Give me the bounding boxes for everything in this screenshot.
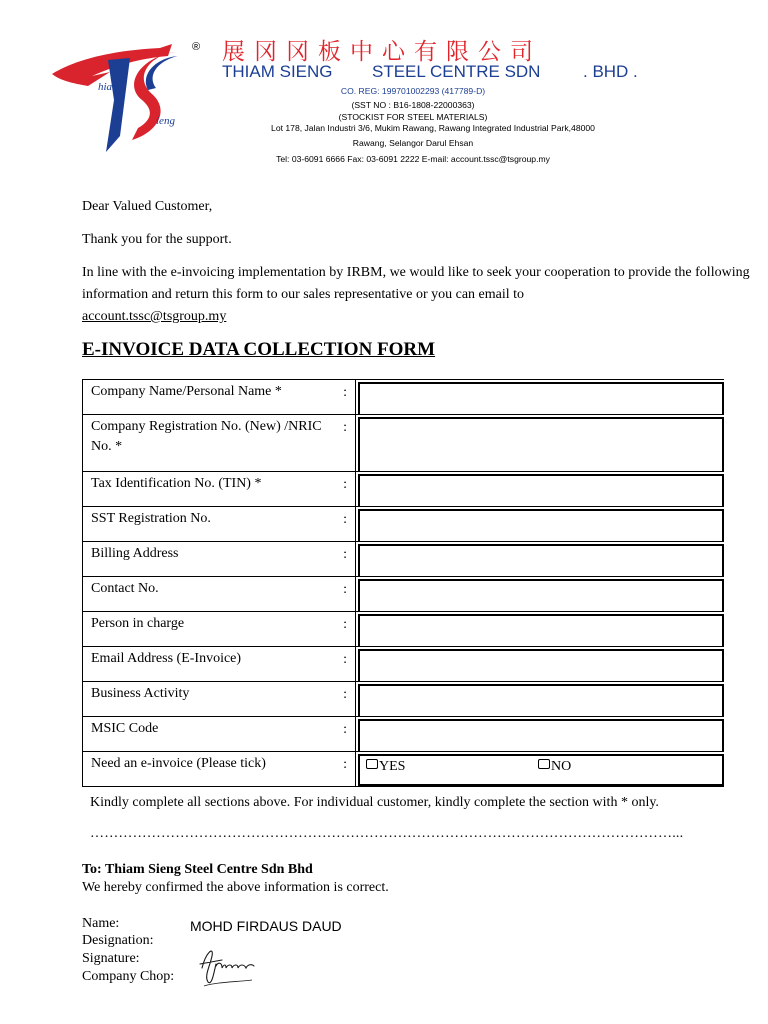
einvoice-form-table [82, 379, 724, 787]
sst-number: (SST NO : B16-1808-22000363) [351, 100, 475, 110]
greeting: Dear Valued Customer, [82, 199, 213, 214]
signature-label: Signature: [82, 951, 140, 966]
yes-option[interactable] [366, 759, 405, 775]
form-row-company-name [82, 379, 724, 415]
field-label-email [82, 647, 356, 681]
address-line-2: Rawang, Selangor Darul Ehsan [352, 138, 474, 148]
form-row-need-einvoice [82, 752, 724, 787]
field-label-msic-code [82, 717, 356, 751]
no-option[interactable] [538, 759, 571, 775]
logo-text-hiam: hiam [98, 81, 120, 93]
msic-code-input[interactable] [358, 719, 724, 751]
field-colon: : [343, 477, 347, 492]
yes-checkbox[interactable] [366, 759, 378, 769]
name-label: Name: [82, 916, 120, 931]
field-label-text: Business Activity [91, 686, 190, 701]
stockist-note: (STOCKIST FOR STEEL MATERIALS) [338, 112, 488, 122]
no-checkbox[interactable] [538, 759, 550, 769]
intro-text: In line with the e-invoicing implementation by IRBM, we would like to seek your cooperation to provide the following information and return this form to our sales representative or you can email to [82, 265, 750, 302]
form-row-contact-no [82, 577, 724, 612]
thanks-line: Thank you for the support. [82, 232, 232, 247]
form-row-tin [82, 472, 724, 507]
form-row-person-in-charge [82, 612, 724, 647]
field-label-company-name [82, 380, 356, 414]
field-label-text: MSIC Code [91, 721, 159, 736]
field-label-text: SST Registration No. [91, 511, 211, 526]
field-label-text: Email Address (E-Invoice) [91, 651, 242, 666]
recipient-line: To: Thiam Sieng Steel Centre Sdn Bhd [82, 862, 313, 877]
form-row-email [82, 647, 724, 682]
person-in-charge-input[interactable] [358, 614, 724, 646]
company-name-english-part1: THIAM SIENG [222, 62, 333, 81]
field-colon: : [343, 617, 347, 632]
company-name-english-part2: STEEL CENTRE SDN [372, 62, 541, 81]
form-row-sst [82, 507, 724, 542]
field-label-text: Contact No. [91, 581, 159, 596]
form-row-company-reg [82, 415, 724, 472]
field-colon: : [343, 722, 347, 737]
email-link[interactable]: account.tssc@tsgroup.my [82, 309, 227, 324]
field-label-person-in-charge [82, 612, 356, 646]
field-label-text: Tax Identification No. (TIN) * [91, 476, 262, 491]
logo-text-ieng: ieng [156, 115, 175, 127]
intro-paragraph [82, 262, 752, 328]
field-label-sst [82, 507, 356, 541]
form-row-msic-code [82, 717, 724, 752]
field-label-need-einvoice [82, 752, 356, 786]
field-label-company-reg [82, 415, 356, 471]
yes-label: YES [379, 759, 406, 774]
dotted-separator: ……………………………………………………………………………………………………………... [90, 826, 684, 841]
no-label: NO [551, 759, 572, 774]
field-label-text: Company Name/Personal Name * [91, 384, 282, 399]
tin-input[interactable] [358, 474, 724, 506]
field-label-text: Need an e-invoice (Please tick) [91, 756, 266, 771]
business-activity-input[interactable] [358, 684, 724, 716]
signatory-name: MOHD FIRDAUS DAUD [190, 918, 342, 934]
company-name-english-part3: . BHD . [583, 62, 638, 81]
field-label-business-activity [82, 682, 356, 716]
field-colon: : [343, 582, 347, 597]
field-colon: : [343, 652, 347, 667]
contact-details: Tel: 03-6091 6666 Fax: 03-6091 2222 E-mail: account.tssc@tsgroup.my [276, 154, 550, 164]
company-reg-input[interactable] [358, 417, 724, 471]
sst-input[interactable] [358, 509, 724, 541]
completion-note: Kindly complete all sections above. For individual customer, kindly complete the section with * only. [90, 795, 659, 810]
company-name-input[interactable] [358, 382, 724, 414]
field-colon: : [343, 757, 347, 772]
field-label-text: Person in charge [91, 616, 185, 631]
field-colon: : [343, 420, 347, 435]
field-colon: : [343, 687, 347, 702]
field-label-tin [82, 472, 356, 506]
form-row-billing-address [82, 542, 724, 577]
email-input[interactable] [358, 649, 724, 681]
form-title: E-INVOICE DATA COLLECTION FORM [82, 339, 436, 360]
company-chop-label: Company Chop: [82, 969, 175, 984]
field-label-text: Billing Address [91, 546, 179, 561]
field-label-contact-no [82, 577, 356, 611]
confirmation-statement: We hereby confirmed the above information is correct. [82, 880, 389, 895]
form-row-business-activity [82, 682, 724, 717]
contact-no-input[interactable] [358, 579, 724, 611]
handwritten-signature [196, 942, 258, 988]
registered-mark: ® [192, 41, 201, 53]
company-name-chinese: 展冈冈板中心有限公司 [222, 39, 542, 65]
company-logo [48, 40, 208, 162]
company-registration: CO. REG: 199701002293 (417789-D) [340, 86, 486, 96]
field-colon: : [343, 512, 347, 527]
address-line-1: Lot 178, Jalan Industri 3/6, Mukim Rawang, Rawang Integrated Industrial Park,48000 [271, 123, 595, 133]
designation-label: Designation: [82, 933, 154, 948]
need-einvoice-options [358, 754, 724, 786]
field-colon: : [343, 385, 347, 400]
field-label-billing-address [82, 542, 356, 576]
field-colon: : [343, 547, 347, 562]
billing-address-input[interactable] [358, 544, 724, 576]
field-label-text: Company Registration No. (New) /NRIC No. * [91, 419, 322, 454]
